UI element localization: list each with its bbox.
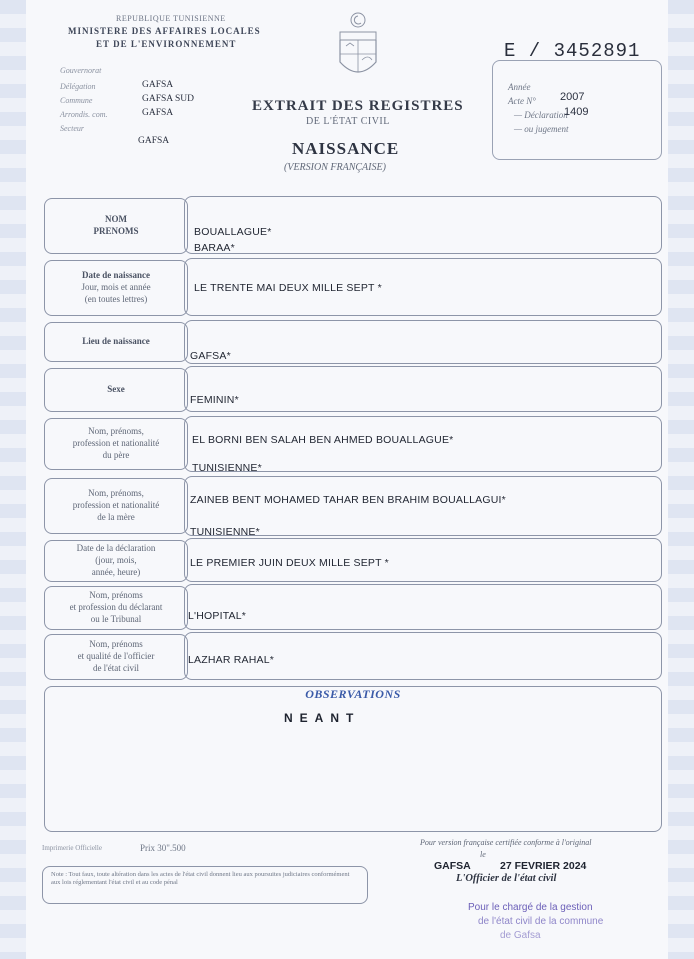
secteur-label: Secteur — [60, 124, 84, 133]
year-value: 2007 — [560, 91, 585, 103]
declaration-date-label-3: année, heure) — [91, 566, 141, 577]
issue-place: GAFSA — [434, 860, 471, 872]
mother-label-2: profession et nationalité — [72, 500, 160, 511]
declarant-label-1: Nom, prénoms — [89, 590, 143, 601]
father-label-3: du père — [102, 449, 130, 460]
certification-text: Pour version française certifiée conforme à l'original — [420, 838, 592, 847]
father-label-box — [44, 418, 188, 470]
year-label: Année — [508, 82, 531, 92]
prenoms-label: PRENOMS — [93, 226, 139, 236]
name-value-box — [184, 196, 662, 254]
serial-number: E / 3452891 — [504, 40, 641, 62]
declaration-date-label-box — [44, 540, 188, 582]
declarant-value-box — [184, 584, 662, 630]
birth-date-sublabel-1: Jour, mois et année — [81, 282, 151, 293]
document-title: EXTRAIT DES REGISTRES — [252, 98, 464, 114]
coat-of-arms-icon — [334, 10, 382, 84]
act-type: NAISSANCE — [292, 139, 400, 158]
sex-label-box — [44, 368, 188, 412]
first-name-value: BARAA* — [194, 242, 235, 254]
price-label: Prix 30".500 — [140, 843, 186, 853]
printer-label: Imprimerie Officielle — [42, 844, 102, 852]
ministry-line-2: ET DE L'ENVIRONNEMENT — [96, 39, 237, 49]
birth-date-label: Date de naissance — [82, 270, 150, 281]
left-decorative-border — [0, 0, 26, 959]
mother-label-1: Nom, prénoms, — [88, 488, 144, 499]
declarant-label-2: et profession du déclarant — [69, 602, 163, 613]
arrondissement-label: Arrondis. com. — [60, 110, 108, 119]
mother-label-3: de la mère — [97, 511, 135, 522]
birth-date-label-box — [44, 260, 188, 316]
declaration-date-label-1: Date de la déclaration — [76, 543, 156, 554]
officer-label-2: et qualité de l'officier — [77, 651, 155, 662]
ministry-line-1: MINISTERE DES AFFAIRES LOCALES — [68, 26, 261, 36]
sex-label: Sexe — [107, 384, 125, 395]
father-name-value: EL BORNI BEN SALAH BEN AHMED BOUALLAGUE* — [192, 434, 454, 446]
mother-nationality-value: TUNISIENNE* — [190, 526, 260, 538]
mother-name-value: ZAINEB BENT MOHAMED TAHAR BEN BRAHIM BOUALLAGUI* — [190, 494, 506, 506]
observations-box — [44, 686, 662, 832]
version-label: (VERSION FRANÇAISE) — [284, 162, 386, 173]
declarant-label-3: ou le Tribunal — [90, 613, 142, 624]
delegation-label: Délégation — [60, 82, 96, 91]
declaration-label: — Déclaration — [514, 110, 568, 120]
birth-place-value: GAFSA* — [190, 350, 231, 362]
officer-label-3: de l'état civil — [92, 662, 140, 673]
nom-label: NOM — [105, 214, 127, 225]
birth-place-label: Lieu de naissance — [82, 336, 150, 347]
observations-value: NEANT — [284, 711, 361, 725]
legal-footnote-text: Note : Tout faux, toute altération dans les actes de l'état civil donnent lieu aux poursuites judiciaires conformément aux lois réglementant l'état civil et au code pénal — [51, 871, 350, 887]
officer-title: L'Officier de l'état civil — [456, 873, 557, 884]
mother-label-box — [44, 478, 188, 534]
commune-value: GAFSA SUD — [142, 94, 195, 104]
le-label: le — [480, 850, 486, 859]
commune-label: Commune — [60, 96, 93, 105]
declarant-label-box — [44, 586, 188, 630]
stamp-line-2: de l'état civil de la commune — [478, 916, 604, 927]
secteur-value: GAFSA — [138, 136, 170, 146]
surname-value: BOUALLAGUE* — [194, 226, 272, 238]
declarant-value: L'HOPITAL* — [188, 610, 247, 622]
act-number-value: 1409 — [564, 106, 589, 118]
gouvernorat-label: Gouvernorat — [60, 66, 102, 75]
declaration-date-label-2: (jour, mois, — [95, 555, 137, 566]
right-decorative-border — [668, 0, 694, 959]
republic-label: REPUBLIQUE TUNISIENNE — [116, 14, 226, 23]
birth-place-label-box — [44, 322, 188, 362]
stamp-line-1: Pour le chargé de la gestion — [468, 902, 593, 913]
act-number-label: Acte N° — [508, 96, 536, 106]
arrondissement-value: GAFSA — [142, 108, 174, 118]
father-label-1: Nom, prénoms, — [88, 426, 144, 437]
birth-date-value: LE TRENTE MAI DEUX MILLE SEPT * — [194, 282, 382, 294]
declaration-date-value: LE PREMIER JUIN DEUX MILLE SEPT * — [190, 557, 389, 569]
birth-place-value-box — [184, 320, 662, 364]
father-nationality-value: TUNISIENNE* — [192, 462, 262, 474]
judgement-label: — ou jugement — [514, 124, 569, 134]
name-label-box — [44, 198, 188, 254]
stamp-line-3: de Gafsa — [500, 930, 541, 941]
legal-footnote — [42, 866, 368, 904]
document-subtitle: DE L'ÉTAT CIVIL — [306, 116, 390, 127]
delegation-value: GAFSA — [142, 80, 174, 90]
officer-label-box — [44, 634, 188, 680]
sex-value: FEMININ* — [190, 394, 239, 406]
birth-date-sublabel-2: (en toutes lettres) — [84, 293, 148, 304]
sex-value-box — [184, 366, 662, 412]
officer-value: LAZHAR RAHAL* — [188, 654, 275, 666]
father-label-2: profession et nationalité — [72, 438, 160, 449]
observations-title: OBSERVATIONS — [305, 687, 401, 701]
officer-label-1: Nom, prénoms — [89, 639, 143, 650]
issue-date: 27 FEVRIER 2024 — [500, 860, 587, 872]
